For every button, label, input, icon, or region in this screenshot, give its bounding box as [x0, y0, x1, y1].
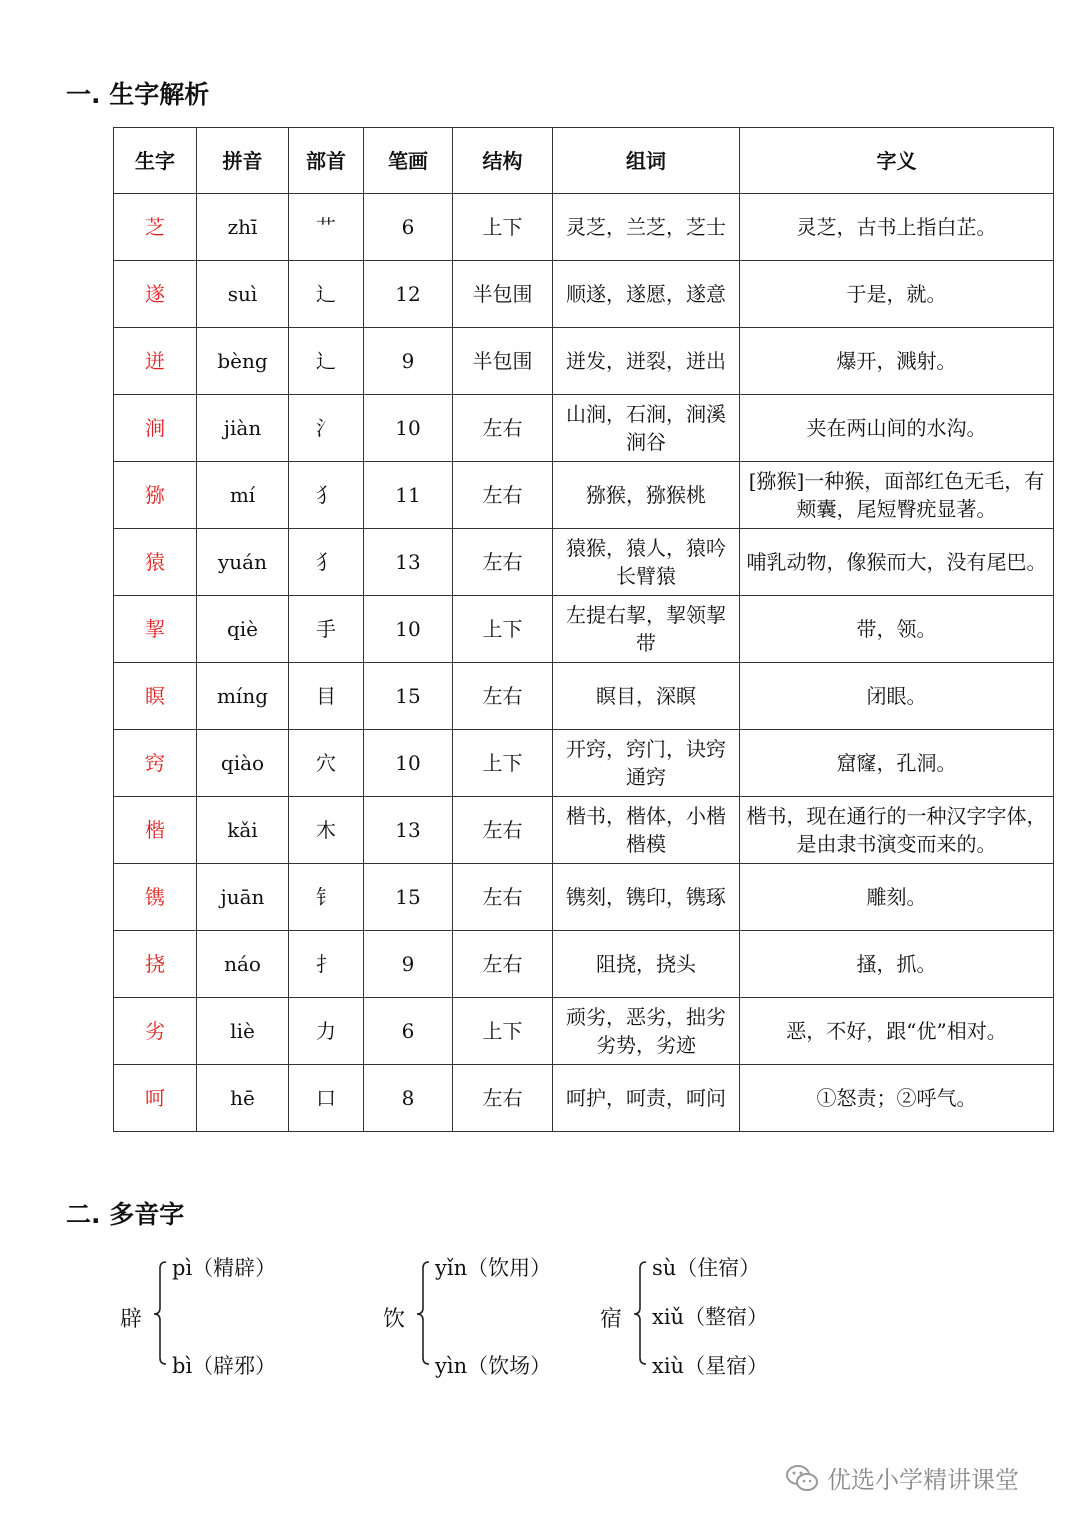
words-cell: 开窍，窍门，诀窍通窍: [553, 730, 740, 797]
polyphone-group: [120, 1250, 320, 1380]
structure-cell: 左右: [453, 529, 553, 596]
table-row: [114, 730, 1054, 797]
table-row: [114, 1065, 1054, 1132]
polyphone-reading: sù（住宿）: [652, 1256, 761, 1280]
polyphone-reading: bì（辟邪）: [172, 1354, 277, 1378]
strokes-cell: 12: [364, 261, 453, 328]
char-cell: 劣: [114, 998, 197, 1065]
polyphone-reading: pì（精辟）: [172, 1256, 277, 1280]
meaning-cell: 哺乳动物，像猴而大，没有尾巴。: [740, 529, 1054, 596]
meaning-cell: 搔，抓。: [740, 931, 1054, 998]
char-cell: 窍: [114, 730, 197, 797]
radical-cell: 辶: [289, 328, 364, 395]
strokes-cell: 13: [364, 529, 453, 596]
meaning-cell: 于是，就。: [740, 261, 1054, 328]
char-cell: 挈: [114, 596, 197, 663]
pinyin-cell: bèng: [197, 328, 289, 395]
section-title-characters: 一. 生字解析: [66, 80, 210, 109]
structure-cell: 上下: [453, 194, 553, 261]
words-cell: 山涧，石涧，涧溪涧谷: [553, 395, 740, 462]
structure-cell: 左右: [453, 663, 553, 730]
polyphone-char: 辟: [120, 1307, 143, 1332]
pinyin-cell: náo: [197, 931, 289, 998]
strokes-cell: 15: [364, 864, 453, 931]
structure-cell: 左右: [453, 931, 553, 998]
table-row: [114, 931, 1054, 998]
meaning-cell: 窟窿，孔洞。: [740, 730, 1054, 797]
polyphone-reading: yìn（饮场）: [435, 1354, 552, 1378]
column-header: 字义: [740, 128, 1054, 194]
watermark: [785, 1460, 1019, 1495]
column-header: 结构: [453, 128, 553, 194]
words-cell: 镌刻，镌印，镌琢: [553, 864, 740, 931]
radical-cell: 犭: [289, 529, 364, 596]
polyphone-reading: yǐn（饮用）: [435, 1256, 552, 1280]
column-header: 生字: [114, 128, 197, 194]
structure-cell: 左右: [453, 1065, 553, 1132]
column-header: 组词: [553, 128, 740, 194]
meaning-cell: 爆开，溅射。: [740, 328, 1054, 395]
words-cell: 顽劣，恶劣，拙劣劣势，劣迹: [553, 998, 740, 1065]
char-cell: 猿: [114, 529, 197, 596]
radical-cell: 犭: [289, 462, 364, 529]
char-cell: 涧: [114, 395, 197, 462]
character-table: [113, 127, 1054, 1132]
structure-cell: 半包围: [453, 328, 553, 395]
strokes-cell: 11: [364, 462, 453, 529]
radical-cell: 手: [289, 596, 364, 663]
column-header: 笔画: [364, 128, 453, 194]
polyphone-char: 饮: [383, 1307, 406, 1332]
char-cell: 猕: [114, 462, 197, 529]
pinyin-cell: míng: [197, 663, 289, 730]
strokes-cell: 13: [364, 797, 453, 864]
char-cell: 芝: [114, 194, 197, 261]
table-row: [114, 261, 1054, 328]
brace-icon: [413, 1250, 433, 1370]
char-cell: 镌: [114, 864, 197, 931]
meaning-cell: 夹在两山间的水沟。: [740, 395, 1054, 462]
pinyin-cell: yuán: [197, 529, 289, 596]
structure-cell: 上下: [453, 596, 553, 663]
char-cell: 呵: [114, 1065, 197, 1132]
table-header-row: [114, 128, 1054, 194]
pinyin-cell: qiè: [197, 596, 289, 663]
strokes-cell: 9: [364, 328, 453, 395]
table-row: [114, 864, 1054, 931]
wechat-icon: [785, 1463, 819, 1493]
meaning-cell: 闭眼。: [740, 663, 1054, 730]
meaning-cell: 带，领。: [740, 596, 1054, 663]
table-row: [114, 663, 1054, 730]
radical-cell: 氵: [289, 395, 364, 462]
table-row: [114, 395, 1054, 462]
pinyin-cell: jiàn: [197, 395, 289, 462]
radical-cell: 辶: [289, 261, 364, 328]
table-row: [114, 797, 1054, 864]
radical-cell: 口: [289, 1065, 364, 1132]
radical-cell: 力: [289, 998, 364, 1065]
char-cell: 挠: [114, 931, 197, 998]
char-cell: 遂: [114, 261, 197, 328]
radical-cell: 目: [289, 663, 364, 730]
words-cell: 灵芝，兰芝，芝士: [553, 194, 740, 261]
polyphone-reading: xiù（星宿）: [652, 1354, 769, 1378]
strokes-cell: 6: [364, 998, 453, 1065]
structure-cell: 左右: [453, 395, 553, 462]
polyphone-group: [600, 1250, 800, 1380]
strokes-cell: 10: [364, 730, 453, 797]
words-cell: 猿猴，猿人，猿吟长臂猿: [553, 529, 740, 596]
strokes-cell: 15: [364, 663, 453, 730]
radical-cell: 艹: [289, 194, 364, 261]
words-cell: 呵护，呵责，呵问: [553, 1065, 740, 1132]
words-cell: 迸发，迸裂，迸出: [553, 328, 740, 395]
table-row: [114, 529, 1054, 596]
strokes-cell: 6: [364, 194, 453, 261]
table-row: [114, 462, 1054, 529]
brace-icon: [630, 1250, 650, 1370]
pinyin-cell: mí: [197, 462, 289, 529]
pinyin-cell: zhī: [197, 194, 289, 261]
char-cell: 瞑: [114, 663, 197, 730]
meaning-cell: ①怒责；②呼气。: [740, 1065, 1054, 1132]
table-row: [114, 328, 1054, 395]
words-cell: 瞑目，深瞑: [553, 663, 740, 730]
meaning-cell: 楷书，现在通行的一种汉字字体，是由隶书演变而来的。: [740, 797, 1054, 864]
words-cell: 顺遂，遂愿，遂意: [553, 261, 740, 328]
strokes-cell: 9: [364, 931, 453, 998]
column-header: 拼音: [197, 128, 289, 194]
structure-cell: 半包围: [453, 261, 553, 328]
char-cell: 楷: [114, 797, 197, 864]
strokes-cell: 8: [364, 1065, 453, 1132]
pinyin-cell: hē: [197, 1065, 289, 1132]
structure-cell: 左右: [453, 864, 553, 931]
polyphone-group: [383, 1250, 583, 1380]
words-cell: 楷书，楷体，小楷楷模: [553, 797, 740, 864]
char-cell: 迸: [114, 328, 197, 395]
section-title-polyphones: 二. 多音字: [66, 1200, 185, 1229]
polyphone-char: 宿: [600, 1307, 623, 1332]
meaning-cell: 灵芝，古书上指白芷。: [740, 194, 1054, 261]
pinyin-cell: qiào: [197, 730, 289, 797]
watermark-text: 优选小学精讲课堂: [827, 1466, 1019, 1494]
table-row: [114, 194, 1054, 261]
pinyin-cell: liè: [197, 998, 289, 1065]
meaning-cell: [猕猴]一种猴，面部红色无毛，有颊囊，尾短臀疣显著。: [740, 462, 1054, 529]
structure-cell: 上下: [453, 730, 553, 797]
table-row: [114, 998, 1054, 1065]
meaning-cell: 恶，不好，跟“优”相对。: [740, 998, 1054, 1065]
column-header: 部首: [289, 128, 364, 194]
strokes-cell: 10: [364, 395, 453, 462]
pinyin-cell: suì: [197, 261, 289, 328]
pinyin-cell: juān: [197, 864, 289, 931]
radical-cell: 木: [289, 797, 364, 864]
structure-cell: 左右: [453, 462, 553, 529]
radical-cell: 钅: [289, 864, 364, 931]
strokes-cell: 10: [364, 596, 453, 663]
structure-cell: 上下: [453, 998, 553, 1065]
meaning-cell: 雕刻。: [740, 864, 1054, 931]
words-cell: 左提右挈，挈领挈带: [553, 596, 740, 663]
words-cell: 阻挠，挠头: [553, 931, 740, 998]
radical-cell: 扌: [289, 931, 364, 998]
words-cell: 猕猴，猕猴桃: [553, 462, 740, 529]
polyphone-reading: xiǔ（整宿）: [652, 1305, 769, 1329]
table-row: [114, 596, 1054, 663]
structure-cell: 左右: [453, 797, 553, 864]
brace-icon: [150, 1250, 170, 1370]
radical-cell: 穴: [289, 730, 364, 797]
pinyin-cell: kǎi: [197, 797, 289, 864]
